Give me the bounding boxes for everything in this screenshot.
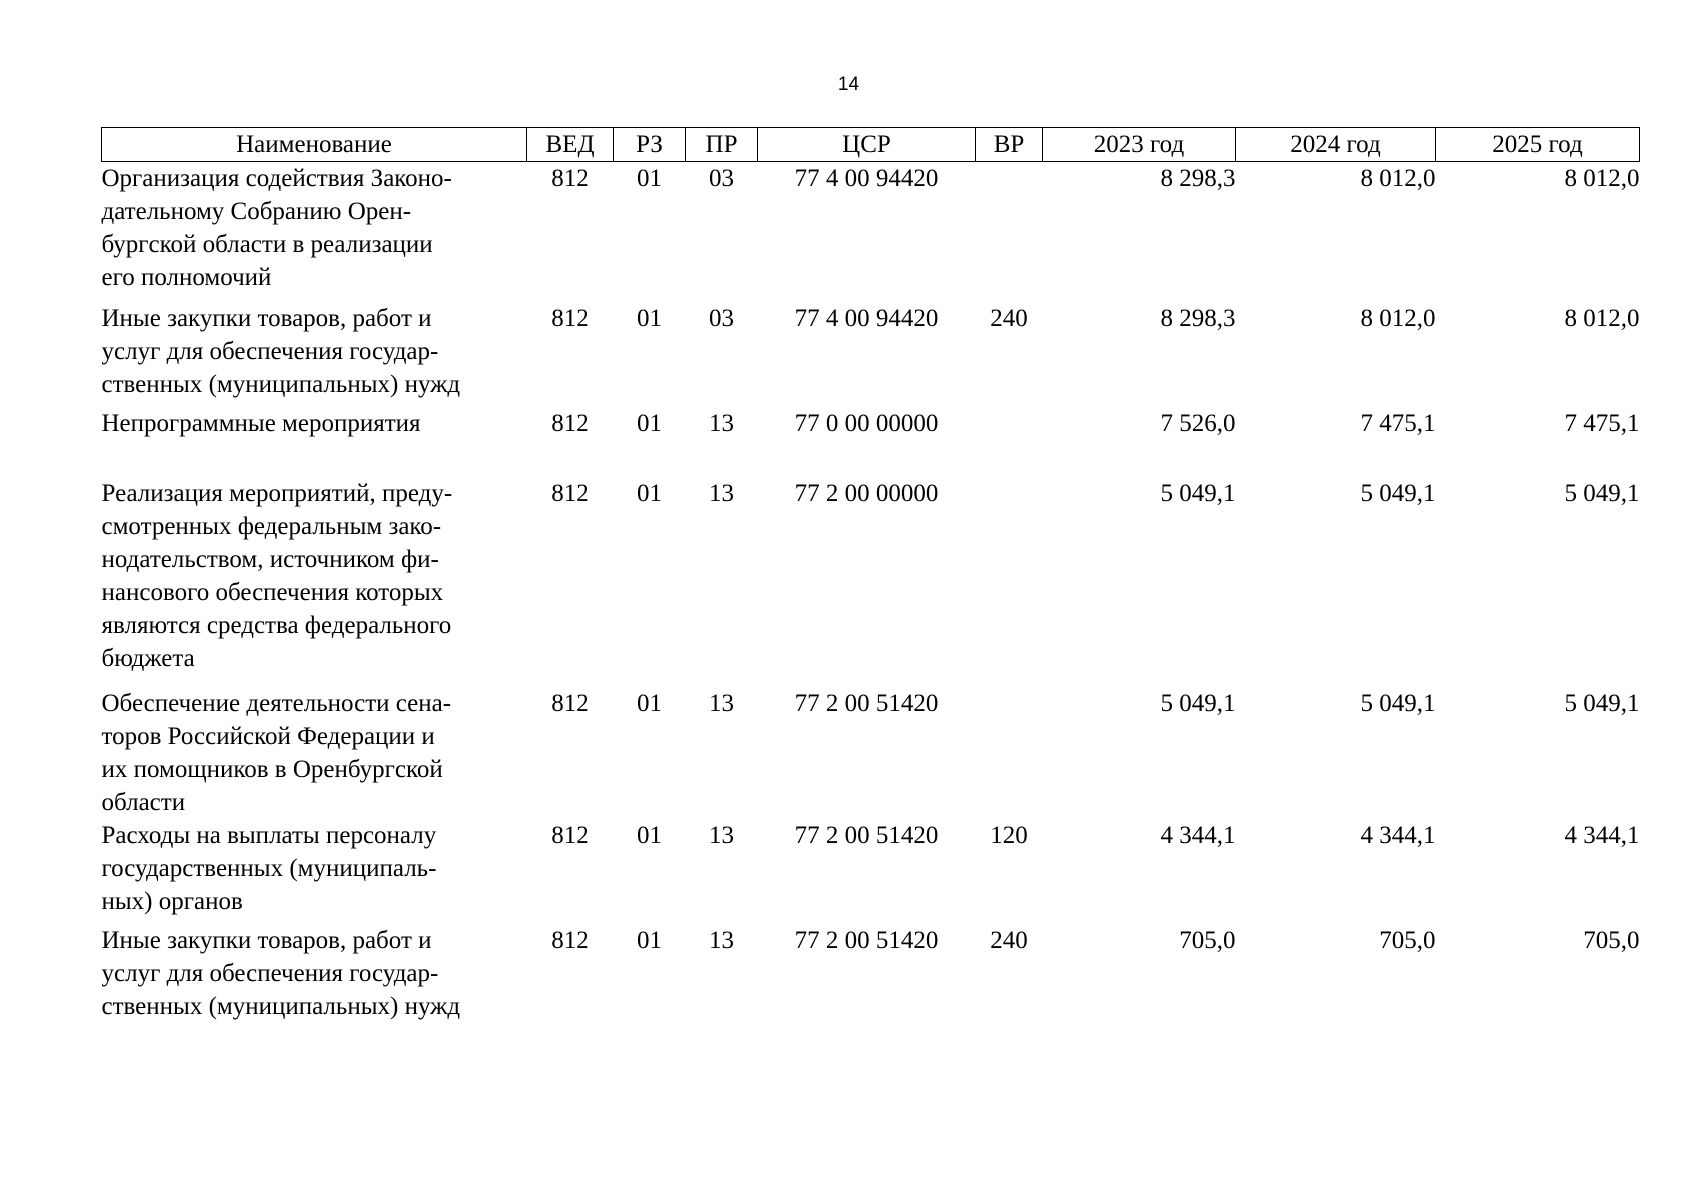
cell-ved: 812 — [551, 479, 589, 507]
cell-2025: 5 049,1 — [1564, 689, 1640, 717]
header-csr: ЦСР — [758, 128, 976, 162]
cell-csr: 77 2 00 51420 — [794, 821, 939, 849]
cell-vr: 240 — [990, 926, 1028, 954]
header-pr: ПР — [686, 128, 758, 162]
cell-vr: 120 — [990, 821, 1028, 849]
header-rz: РЗ — [614, 128, 686, 162]
cell-ved: 812 — [551, 689, 589, 717]
table-row — [102, 687, 1640, 819]
cell-2023: 8 298,3 — [1160, 165, 1236, 192]
cell-rz: 01 — [637, 304, 662, 332]
cell-ved: 812 — [551, 165, 589, 192]
cell-vr — [976, 687, 1043, 819]
cell-2023: 7 526,0 — [1160, 409, 1236, 437]
table-row — [102, 302, 1640, 407]
cell-vr — [976, 407, 1043, 477]
cell-2025: 4 344,1 — [1564, 821, 1640, 849]
header-2023: 2023 год — [1043, 128, 1236, 162]
cell-2023: 8 298,3 — [1160, 304, 1236, 332]
cell-name: Непрограммные мероприятия — [101, 409, 421, 437]
table-row — [102, 819, 1640, 924]
table-row — [102, 162, 1640, 302]
cell-2024: 705,0 — [1379, 926, 1436, 954]
cell-pr: 13 — [709, 689, 734, 717]
cell-rz: 01 — [637, 409, 662, 437]
cell-rz: 01 — [637, 165, 662, 192]
header-name: Наименование — [102, 128, 527, 162]
cell-pr: 13 — [709, 479, 734, 507]
cell-rz: 01 — [637, 926, 662, 954]
table-row — [102, 924, 1640, 1024]
cell-name: Иные закупки товаров, работ и услуг для обеспечения государ- ственных (муниципальных) нужд — [101, 926, 461, 1020]
cell-2023: 5 049,1 — [1160, 689, 1236, 717]
cell-pr: 03 — [709, 165, 734, 192]
table-row — [102, 407, 1640, 477]
cell-2024: 5 049,1 — [1360, 689, 1436, 717]
cell-2024: 8 012,0 — [1360, 304, 1436, 332]
cell-pr: 13 — [709, 926, 734, 954]
cell-2024: 8 012,0 — [1360, 165, 1436, 192]
cell-2025: 8 012,0 — [1564, 304, 1640, 332]
cell-name: Обеспечение деятельности сена- торов Российской Федерации и их помощников в Оренбургской области — [101, 689, 452, 816]
cell-csr: 77 2 00 00000 — [794, 479, 939, 507]
cell-name: Расходы на выплаты персоналу государственных (муниципаль- ных) органов — [101, 821, 437, 915]
cell-vr — [976, 477, 1043, 687]
cell-2025: 8 012,0 — [1564, 165, 1640, 192]
cell-ved: 812 — [551, 926, 589, 954]
cell-ved: 812 — [551, 821, 589, 849]
header-row — [102, 128, 1640, 162]
cell-vr — [976, 162, 1043, 302]
cell-name: Иные закупки товаров, работ и услуг для обеспечения государ- ственных (муниципальных) нужд — [101, 304, 461, 398]
cell-csr: 77 0 00 00000 — [794, 409, 939, 437]
cell-rz: 01 — [637, 821, 662, 849]
cell-ved: 812 — [551, 409, 589, 437]
table-row — [102, 477, 1640, 687]
budget-table — [101, 127, 1640, 1024]
cell-2024: 5 049,1 — [1360, 479, 1436, 507]
cell-2025: 5 049,1 — [1564, 479, 1640, 507]
table-body — [102, 162, 1640, 1024]
cell-pr: 03 — [709, 304, 734, 332]
cell-csr: 77 2 00 51420 — [794, 926, 939, 954]
cell-2025: 705,0 — [1583, 926, 1640, 954]
cell-pr: 13 — [709, 409, 734, 437]
cell-csr: 77 2 00 51420 — [794, 689, 939, 717]
cell-pr: 13 — [709, 821, 734, 849]
cell-2023: 705,0 — [1179, 926, 1236, 954]
cell-2023: 5 049,1 — [1160, 479, 1236, 507]
cell-2024: 7 475,1 — [1360, 409, 1436, 437]
cell-rz: 01 — [637, 479, 662, 507]
header-2025: 2025 год — [1436, 128, 1640, 162]
cell-csr: 77 4 00 94420 — [794, 304, 939, 332]
header-vr: ВР — [976, 128, 1043, 162]
header-ved: ВЕД — [527, 128, 614, 162]
cell-name: Организация содействия Законо- дательному Собранию Орен- бургской области в реализации его полномочий — [101, 165, 452, 291]
cell-vr: 240 — [990, 304, 1028, 332]
cell-csr: 77 4 00 94420 — [794, 165, 939, 192]
cell-2023: 4 344,1 — [1160, 821, 1236, 849]
cell-rz: 01 — [637, 689, 662, 717]
page-number: 14 — [837, 74, 860, 95]
cell-2024: 4 344,1 — [1360, 821, 1436, 849]
header-2024: 2024 год — [1236, 128, 1436, 162]
cell-name: Реализация мероприятий, преду- смотренных федеральным зако- нодательством, источником фи- нансового обеспечения которых являются средства федерального бюджета — [101, 479, 453, 672]
cell-ved: 812 — [551, 304, 589, 332]
cell-2025: 7 475,1 — [1564, 409, 1640, 437]
